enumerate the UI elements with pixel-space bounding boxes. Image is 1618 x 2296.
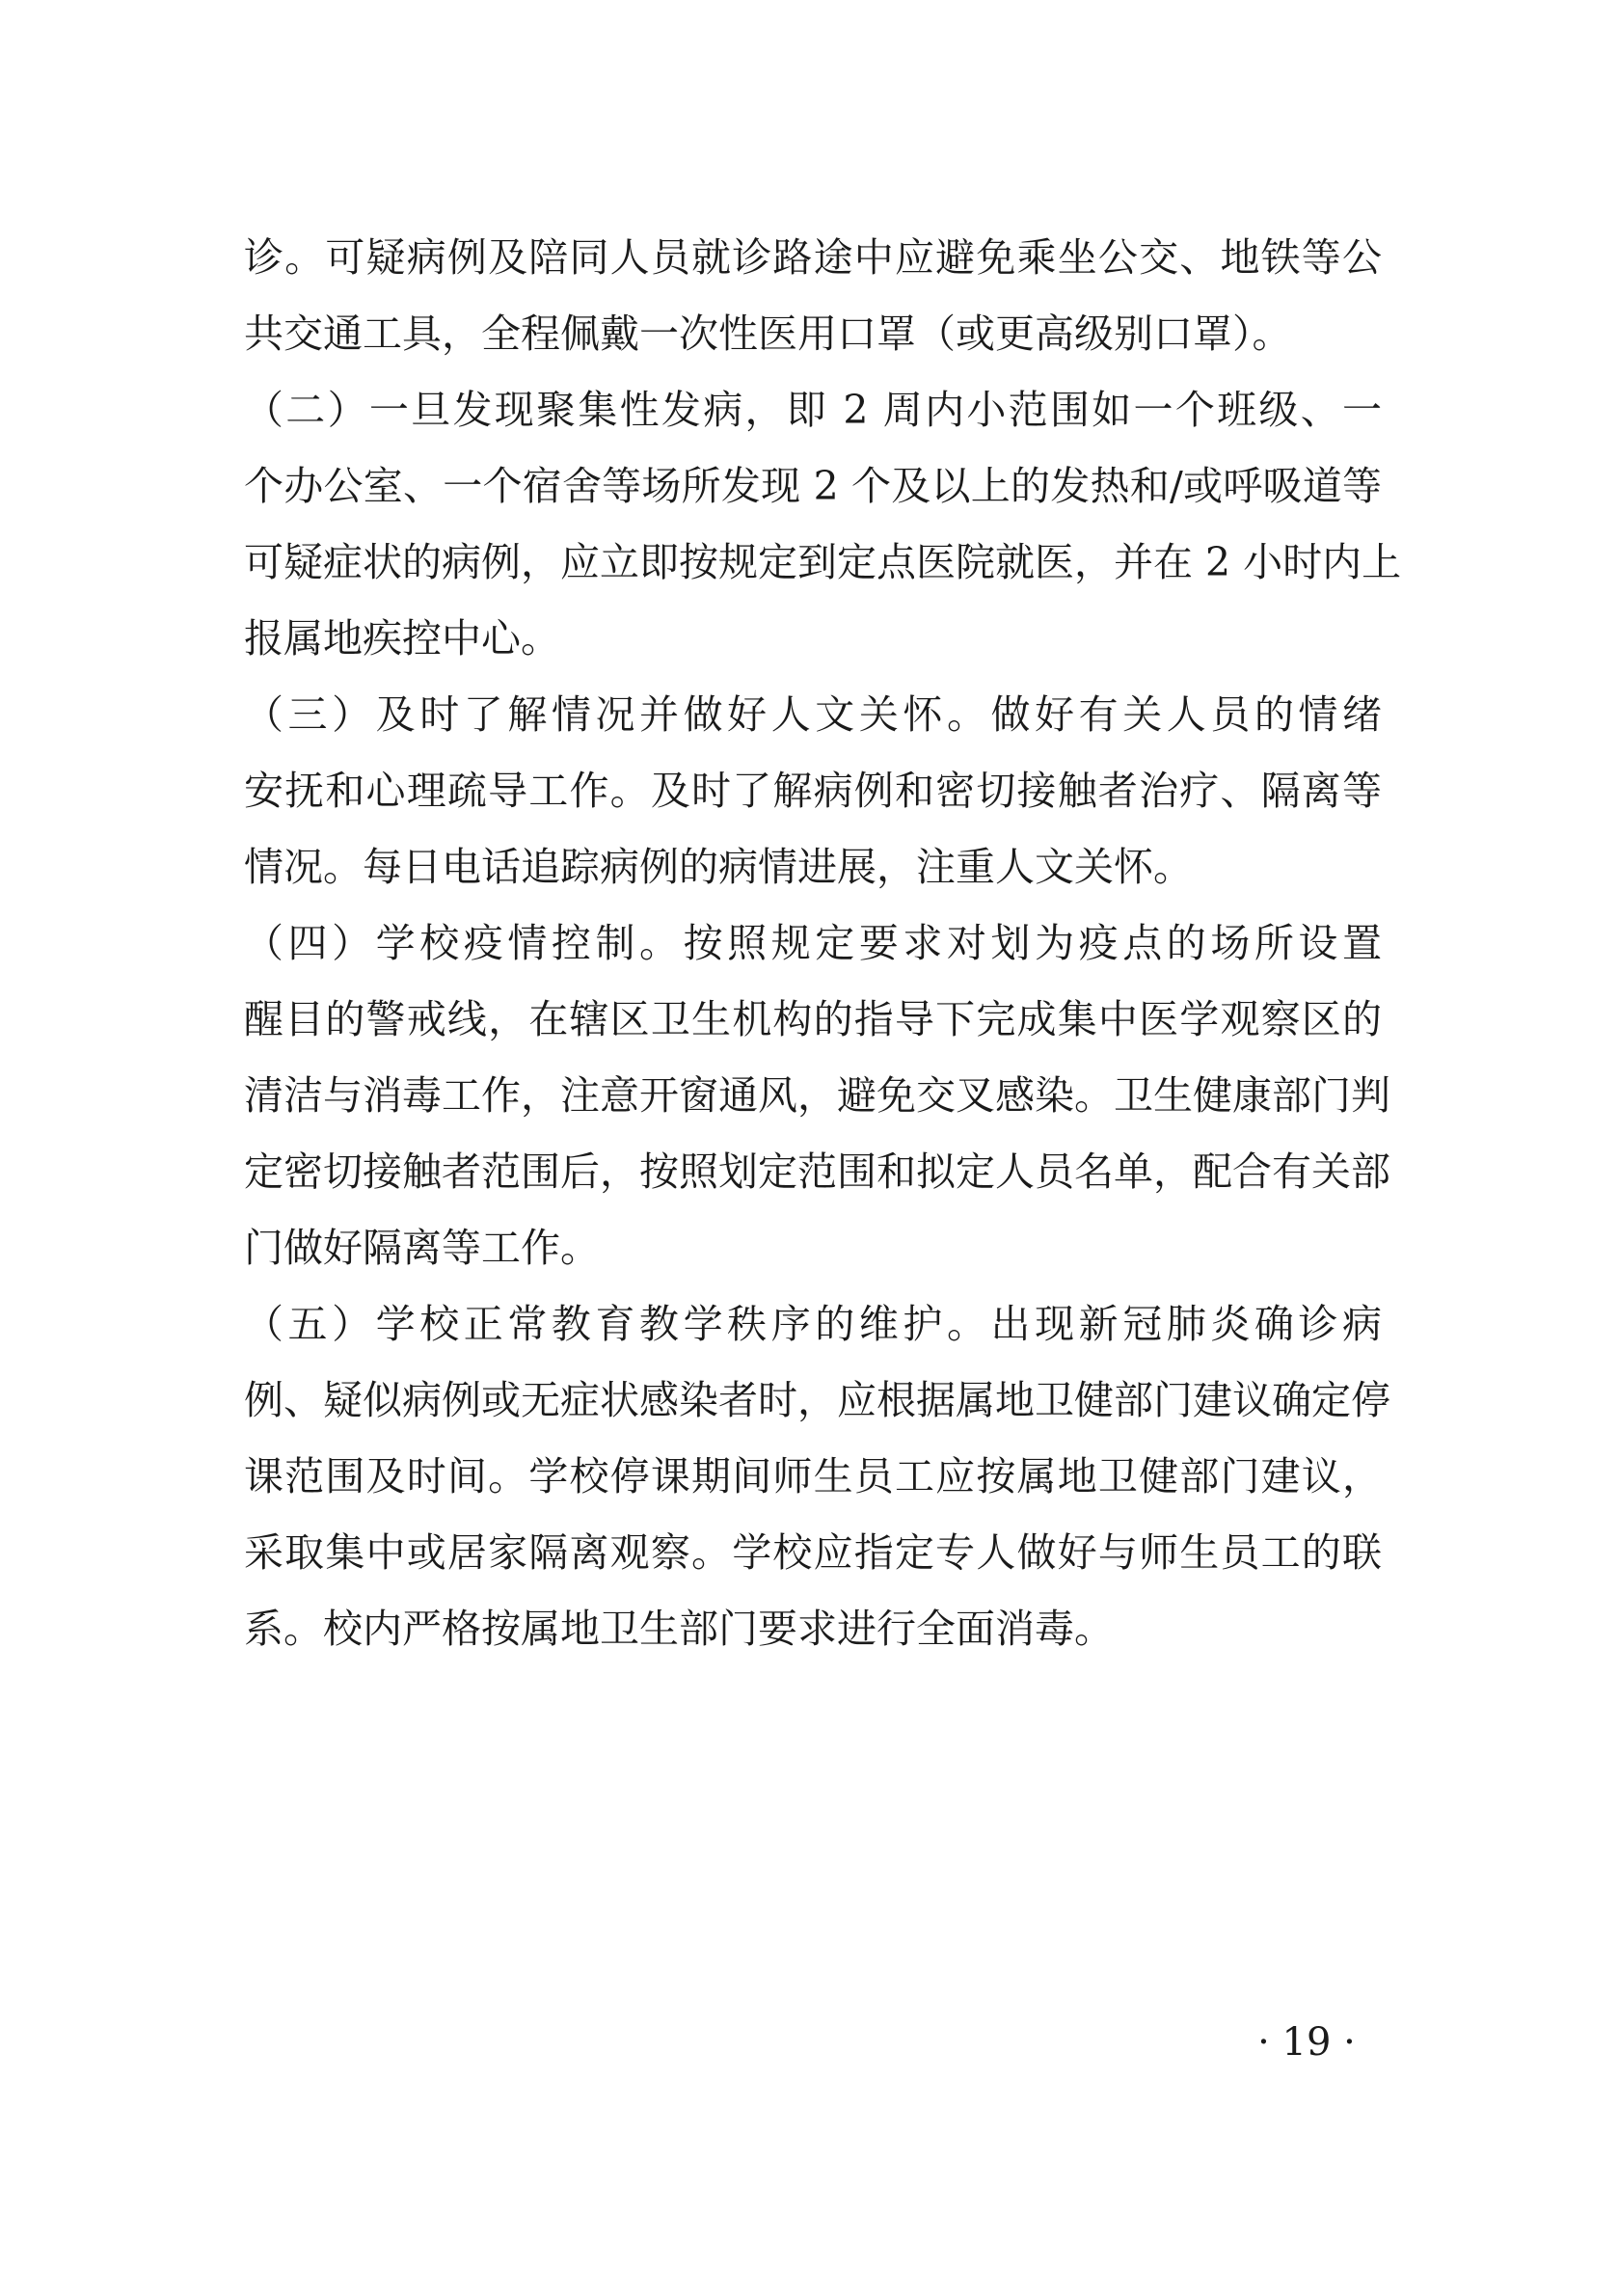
text-line: 醒目的警戒线，在辖区卫生机构的指导下完成集中医学观察区的: [244, 996, 1382, 1042]
text-line: 个办公室、一个宿舍等场所发现 2 个及以上的发热和/或呼吸道等: [244, 463, 1382, 509]
page-number: · 19 ·: [1257, 2020, 1356, 2065]
text-line: 门做好隔离等工作。: [244, 1225, 600, 1271]
text-line: （四）学校疫情控制。按照规定要求对划为疫点的场所设置: [244, 920, 1382, 966]
text-line: 诊。可疑病例及陪同人员就诊路途中应避免乘坐公交、地铁等公: [244, 234, 1382, 281]
text-line: 定密切接触者范围后，按照划定范围和拟定人员名单，配合有关部: [244, 1148, 1390, 1195]
text-line: （二）一旦发现聚集性发病，即 2 周内小范围如一个班级、一: [244, 387, 1382, 433]
text-line: 采取集中或居家隔离观察。学校应指定专人做好与师生员工的联: [244, 1529, 1382, 1576]
text-line: 安抚和心理疏导工作。及时了解病例和密切接触者治疗、隔离等: [244, 768, 1382, 814]
text-line: 报属地疾控中心。: [244, 615, 560, 662]
text-line: 清洁与消毒工作，注意开窗通风，避免交叉感染。卫生健康部门判: [244, 1072, 1390, 1119]
paragraph-item-2: [244, 372, 1402, 677]
text-line: 系。校内严格按属地卫生部门要求进行全面消毒。: [244, 1606, 1114, 1652]
text-line: （三）及时了解情况并做好人文关怀。做好有关人员的情绪: [244, 691, 1382, 738]
text-line: （五）学校正常教育教学秩序的维护。出现新冠肺炎确诊病: [244, 1301, 1382, 1347]
text-line: 可疑症状的病例，应立即按规定到定点医院就医，并在 2 小时内上: [244, 539, 1402, 585]
text-line: 共交通工具，全程佩戴一次性医用口罩（或更高级别口罩）。: [244, 311, 1292, 357]
text-line: 例、疑似病例或无症状感染者时，应根据属地卫健部门建议确定停: [244, 1377, 1390, 1423]
paragraph-item-3: [244, 677, 1382, 905]
document-body: [244, 220, 1402, 1667]
text-line: 课范围及时间。学校停课期间师生员工应按属地卫健部门建议，: [244, 1453, 1382, 1499]
paragraph-continuation: [244, 220, 1382, 372]
paragraph-item-5: [244, 1286, 1390, 1667]
paragraph-item-4: [244, 905, 1390, 1286]
text-line: 情况。每日电话追踪病例的病情进展，注重人文关怀。: [244, 844, 1193, 890]
